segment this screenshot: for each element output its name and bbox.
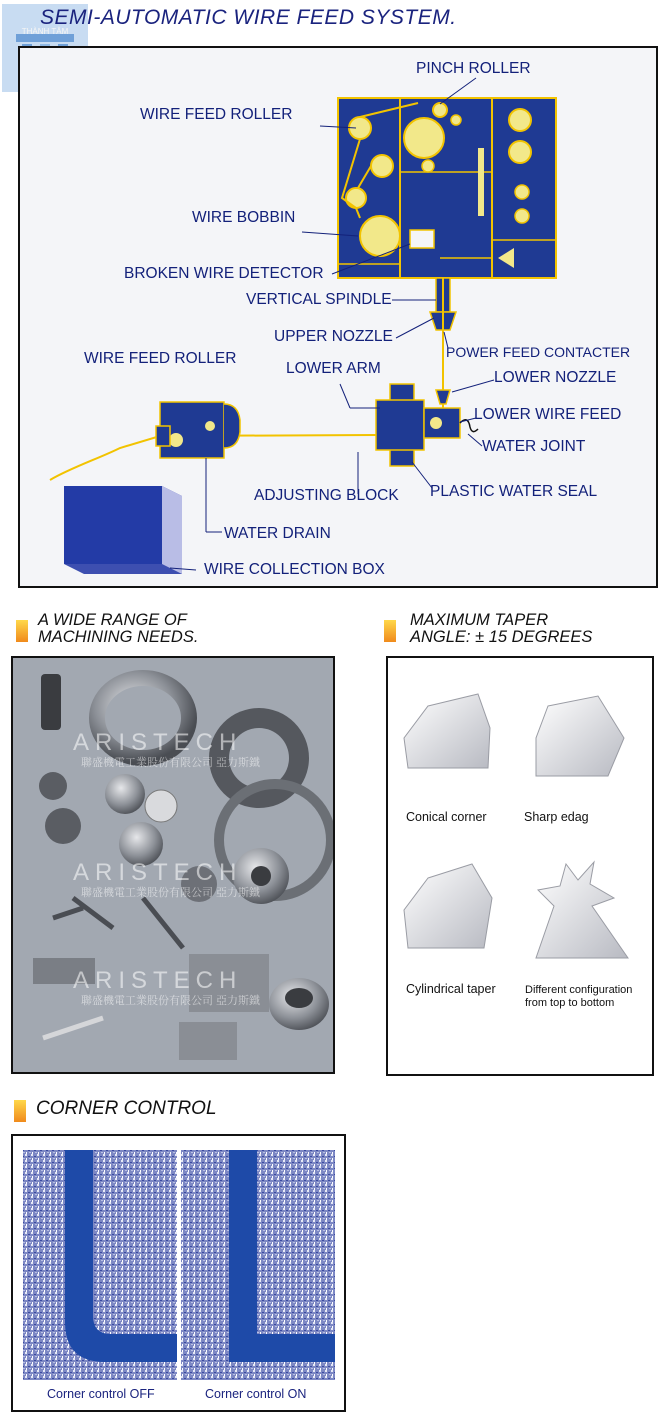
watermark-text: ARISTECH: [73, 729, 243, 756]
section-marker-icon: [16, 620, 28, 642]
label-wire-feed-roller-left: WIRE FEED ROLLER: [84, 350, 237, 367]
corner-control-images: [13, 1136, 344, 1410]
label-upper-nozzle: UPPER NOZZLE: [274, 328, 393, 345]
taper-heading: [410, 612, 592, 646]
label-power-feed-contacter: POWER FEED CONTACTER: [446, 344, 631, 360]
watermark-subtext: 聯盛機電工業股份有限公司 亞力斯鐵: [81, 887, 261, 899]
label-lower-arm: LOWER ARM: [286, 360, 381, 377]
watermark-subtext: 聯盛機電工業股份有限公司 亞力斯鐵: [81, 995, 261, 1007]
taper-shapes: [388, 658, 652, 1074]
caption-corner-off: Corner control OFF: [47, 1387, 155, 1401]
section-marker-icon: [384, 620, 396, 642]
label-wire-collection-box: WIRE COLLECTION BOX: [204, 561, 385, 578]
machining-heading-line1: A WIDE RANGE OF: [38, 611, 187, 629]
label-adjusting-block: ADJUSTING BLOCK: [254, 487, 399, 504]
label-vertical-spindle: VERTICAL SPINDLE: [246, 291, 392, 308]
machined-parts-photo: [11, 656, 335, 1074]
label-wire-feed-roller-top: WIRE FEED ROLLER: [140, 106, 293, 123]
caption-cylindrical-taper: Cylindrical taper: [406, 982, 496, 996]
watermark-subtext: 聯盛機電工業股份有限公司 亞力斯鐵: [81, 757, 261, 769]
logo-text-top: THÀNH TÂM: [21, 27, 69, 36]
page-title: SEMI-AUTOMATIC WIRE FEED SYSTEM.: [40, 6, 457, 29]
taper-heading-line1: MAXIMUM TAPER: [410, 611, 549, 629]
label-lower-nozzle: LOWER NOZZLE: [494, 369, 617, 386]
wire-feed-diagram-panel: [18, 46, 658, 588]
caption-different-line1: Different configuration: [525, 984, 633, 996]
label-pinch-roller: PINCH ROLLER: [416, 60, 531, 77]
label-water-drain: WATER DRAIN: [224, 525, 331, 542]
machining-heading-line2: MACHINING NEEDS.: [38, 628, 199, 646]
wire-feed-diagram: [20, 48, 656, 586]
caption-conical-corner: Conical corner: [406, 810, 487, 824]
section-marker-icon: [14, 1100, 26, 1122]
watermark-text: ARISTECH: [73, 859, 243, 886]
corner-control-panel: [11, 1134, 346, 1412]
taper-examples-panel: [386, 656, 654, 1076]
caption-sharp-edge: Sharp edag: [524, 810, 589, 824]
watermark-text: ARISTECH: [73, 967, 243, 994]
taper-heading-line2: ANGLE: ± 15 DEGREES: [410, 628, 593, 646]
caption-corner-on: Corner control ON: [205, 1387, 307, 1401]
corner-heading: CORNER CONTROL: [36, 1098, 217, 1119]
label-lower-wire-feed: LOWER WIRE FEED: [474, 406, 622, 423]
caption-different-line2: from top to bottom: [525, 997, 615, 1009]
label-plastic-water-seal: PLASTIC WATER SEAL: [430, 483, 598, 500]
label-wire-bobbin: WIRE BOBBIN: [192, 209, 296, 226]
caption-different-configuration: [525, 984, 632, 1010]
label-broken-wire-detector: BROKEN WIRE DETECTOR: [124, 265, 324, 282]
label-water-joint: WATER JOINT: [482, 438, 586, 455]
machined-parts-illustration: [13, 658, 333, 1072]
machining-heading: [38, 612, 198, 646]
